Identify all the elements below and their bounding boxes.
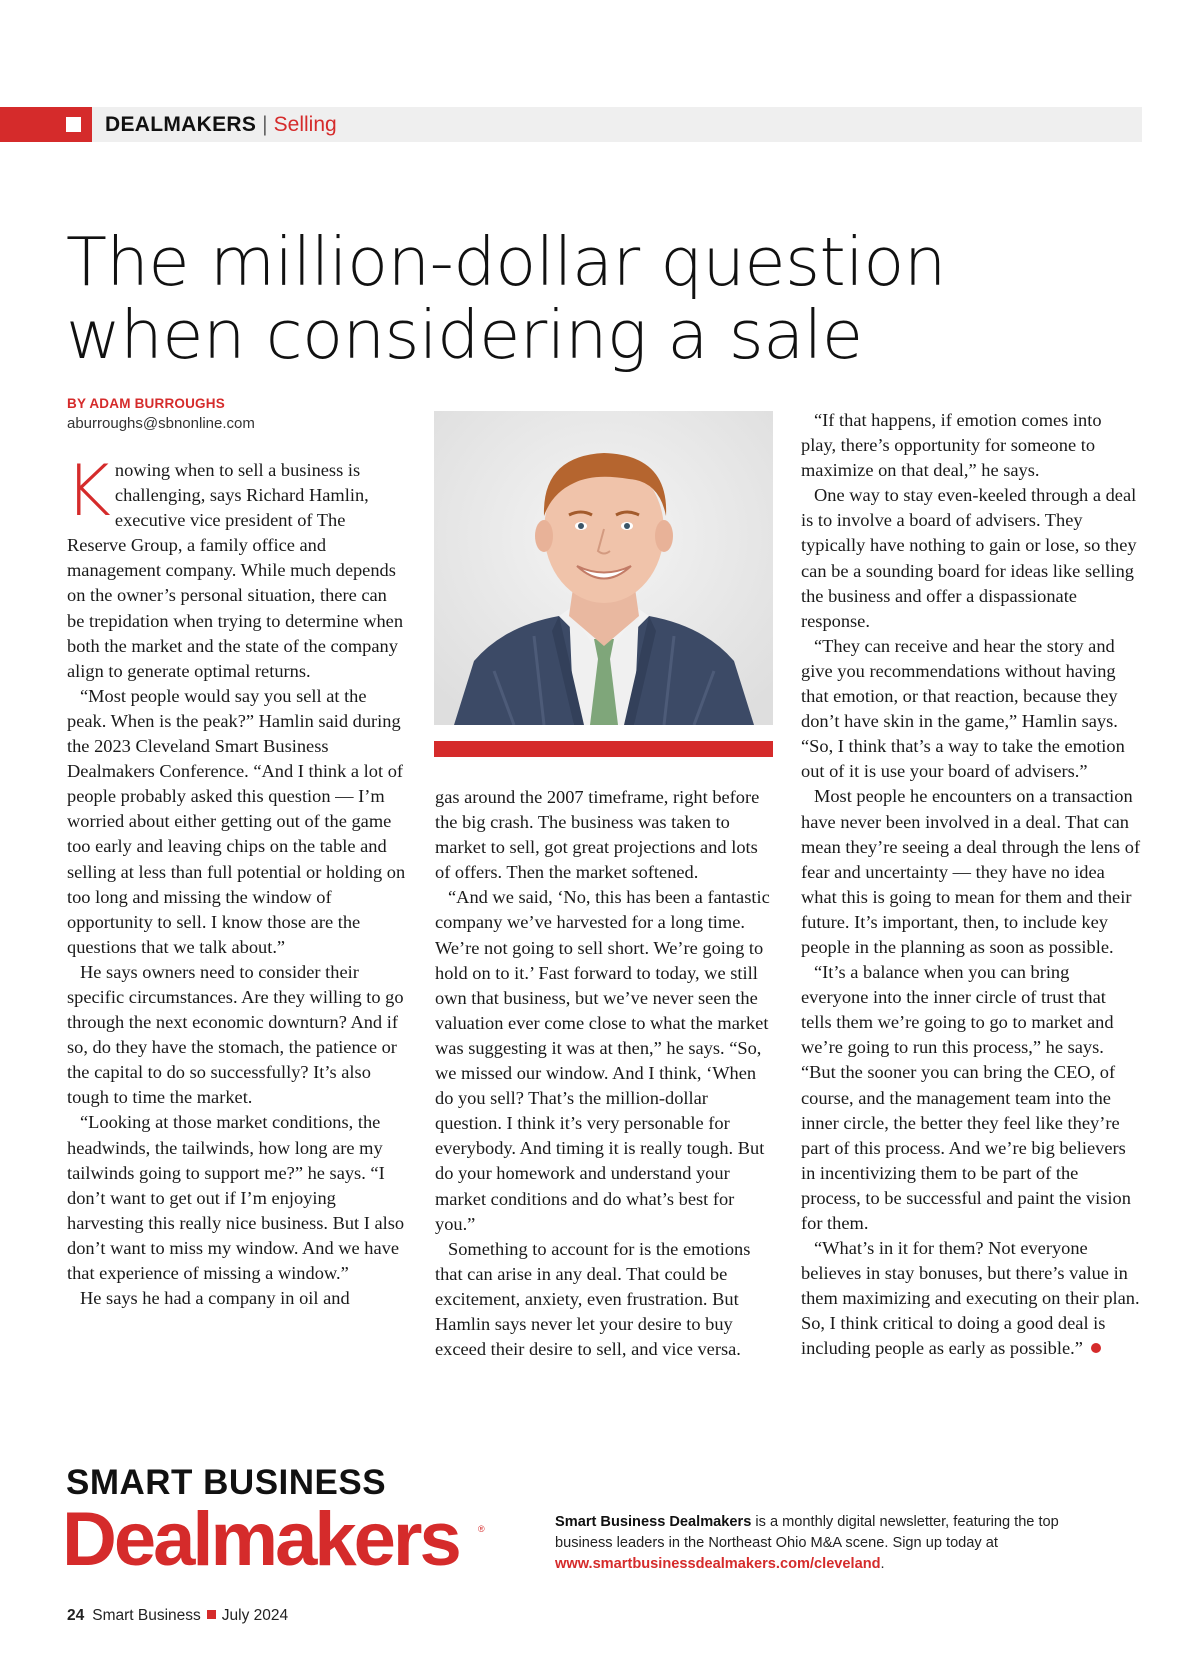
photo-red-rule — [434, 741, 773, 757]
article-headline: The million-dollar question when considering a sale — [66, 223, 946, 374]
section-label: DEALMAKERS | Selling — [105, 113, 337, 136]
section-header-bar — [0, 107, 1142, 142]
article-column-2 — [435, 785, 775, 1362]
paragraph: “Most people would say you sell at the peak. When is the peak?” Hamlin said during the 2023 Cleveland Smart Business Dealmakers Conference. “And I think a lot of people probably asked this question — I’m worried about either getting out of the game too early and leaving chips on the table and selling at less than full potential or holding on too long and missing the window of opportunity to sell. I know those are the questions that we talk about.” — [67, 685, 406, 957]
paragraph: “It’s a balance when you can bring everyone into the inner circle of trust that tells them we’re going to go to market and we’re going to run this process,” he says. “But the sooner you can bring the CEO, of course, and the management team into the inner circle, the better they feel like they’re part of this process. And we’re big believers in incentivizing them to be part of the process, to be successful and paint the vision for them. — [801, 962, 1131, 1233]
square-icon — [66, 117, 81, 132]
paragraph: “If that happens, if emotion comes into play, there’s opportunity for someone to maximize on that deal,” he says. — [801, 410, 1102, 481]
brand-logo-main: Dealmakers — [62, 1497, 459, 1582]
paragraph: Most people he encounters on a transaction have never been involved in a deal. That can mean they’re seeing a deal through the lens of fear and uncertainty — they have no idea what this is going to mean for them and their future. It’s important, then, to include key people in the planning as soon as possible. — [801, 786, 1141, 957]
paragraph: Something to account for is the emotions that can arise in any deal. That could be excitement, anxiety, even frustration. But Hamlin says never let your desire to buy exceed their desire to sell, and vice versa. — [435, 1238, 751, 1360]
issue-date: July 2024 — [221, 1607, 289, 1624]
paragraph: He says owners need to consider their specific circumstances. Are they willing to go through the next economic downturn? And if so, do they have the stomach, the patience or the capital to do so successfully? It’s also tough to time the market. — [67, 961, 404, 1108]
registered-mark: ® — [478, 1524, 485, 1534]
article-column-1 — [65, 450, 407, 1311]
paragraph: “Looking at those market conditions, the headwinds, the tailwinds, how long are my tailwinds going to support me?” he says. “I don’t want to get out if I’m enjoying harvesting this really nice business. But I also don’t want to miss my window. And we have that experience of missing a window.” — [67, 1112, 405, 1283]
page-number: 24 — [67, 1607, 85, 1624]
section-category: DEALMAKERS — [105, 113, 257, 136]
paragraph: Knowing when to sell a business is challenging, says Richard Hamlin, executive vice president of The Reserve Group, a family office and management company. While much depends on the owner’s personal situation, there can be trepidation when trying to determine when both the market and the state of the company align to generate optimal returns. — [65, 450, 404, 681]
newsletter-promo: Smart Business Dealmakers is a monthly digital newsletter, featuring the top business leaders in the Northeast Ohio M&A scene. Sign up today at www.smartbusinessdealmakers.com/cleveland. — [555, 1514, 1059, 1572]
section-subcategory: Selling — [273, 113, 337, 136]
end-mark-dot-icon — [1091, 1343, 1101, 1353]
paragraph: “And we said, ‘No, this has been a fantastic company we’ve harvested for a long time. We’re not going to sell short. We’re going to hold on to it.’ Fast forward to today, we still own that business, but we’ve never seen the valuation ever come close to what the market was suggesting it was at then,” he says. “So, we missed our window. And I think, ‘When do you sell? That’s the million-dollar question. I think it’s very personable for everybody. And timing it is really tough. But do your homework and understand your market conditions and do what’s best for you.” — [435, 887, 770, 1234]
portrait-illustration — [434, 411, 773, 725]
paragraph: gas around the 2007 timeframe, right before the big crash. The business was taken to market to sell, got great projections and lots of offers. Then the market softened. — [435, 787, 760, 883]
publication-name: Smart Business — [92, 1607, 201, 1624]
article-column-3 — [801, 408, 1141, 1362]
paragraph: “They can receive and hear the story and give you recommendations without having that emotion, or that reaction, because they don’t have skin in the game,” Hamlin says. “So, I think that’s a way to take the emotion out of it is use your board of advisers.” — [801, 635, 1125, 782]
paragraph: He says he had a company in oil and — [80, 1288, 350, 1309]
paragraph: “What’s in it for them? Not everyone believes in stay bonuses, but there’s value in them maximizing and executing on their plan. So, I think critical to doing a good deal is including people as early as possible.” — [801, 1238, 1140, 1359]
page-folio — [67, 1607, 288, 1625]
signup-link[interactable]: www.smartbusinessdealmakers.com/cleveland — [555, 1556, 881, 1572]
promo-brand-name: Smart Business Dealmakers — [555, 1514, 752, 1530]
square-separator-icon — [207, 1610, 216, 1619]
brand-logo-top: SMART BUSINESS — [66, 1463, 387, 1502]
author-email: aburroughs@sbnonline.com — [67, 415, 255, 432]
drop-cap: K — [65, 450, 111, 532]
paragraph: One way to stay even-keeled through a deal is to involve a board of advisers. They typically have nothing to gain or lose, so they can be a sounding board for ideas like selling the business and offer a dispassionate response. — [801, 485, 1137, 631]
author-portrait-photo — [434, 411, 773, 725]
article-byline: BY ADAM BURROUGHS — [67, 396, 225, 411]
